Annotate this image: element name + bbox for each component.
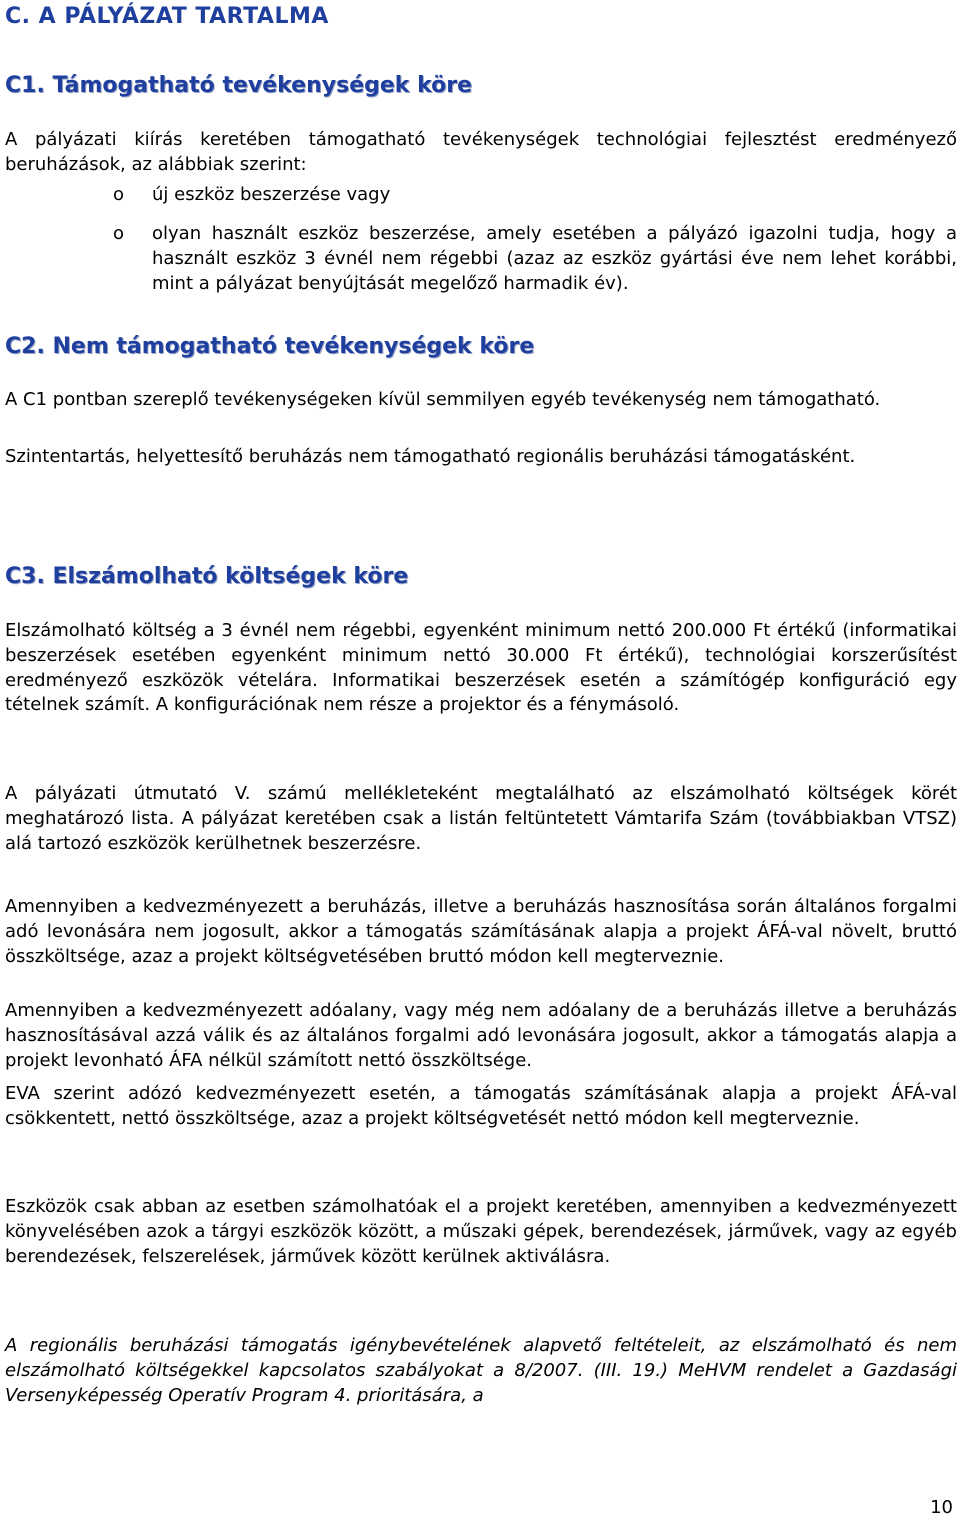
section-number: C1. [5, 73, 45, 98]
list-item [5, 222, 957, 296]
section-title: Elszámolható költségek köre [52, 564, 409, 589]
bullet-icon: o [113, 184, 125, 205]
list-item-text: olyan használt eszköz beszerzése, amely esetében a pályázó igazolni tudja, hogy a használt eszköz 3 évnél nem régebbi (azaz az eszköz gyártási éve nem lehet korábbi, mint a pályázat benyújtását megelőző harmadik év). [152, 223, 957, 294]
page-number: 10 [930, 1497, 953, 1518]
main-title: C. A PÁLYÁZAT TARTALMA [5, 4, 329, 29]
c3-paragraph-7: A regionális beruházási támogatás igénybevételének alapvető feltételeit, az elszámolható és nem elszámolható költségekkel kapcsolatos szabályokat a 8/2007. (III. 19.) MeHVM rendelet a Gazdasági Versenyképesség Operatív Program 4. prioritására, a [5, 1335, 957, 1406]
c1-intro-paragraph: A pályázati kiírás keretében támogatható tevékenységek technológiai fejlesztést eredményező beruházások, az alábbiak szerint: [5, 129, 957, 175]
c3-paragraph-3: Amennyiben a kedvezményezett a beruházás, illetve a beruházás hasznosítása során általános forgalmi adó levonására nem jogosult, akkor a támogatás számításának alapja a projekt ÁFÁ-val növelt, bruttó összköltsége, azaz a projekt költségvetésében bruttó módon kell megterveznie. [5, 896, 957, 967]
section-title: Nem támogatható tevékenységek köre [52, 334, 535, 359]
c2-paragraph-1: A C1 pontban szereplő tevékenységeken kívül semmilyen egyéb tevékenység nem támogatható. [5, 389, 881, 410]
list-item-text: új eszköz beszerzése vagy [152, 184, 391, 205]
section-title: Támogatható tevékenységek köre [52, 73, 473, 98]
c2-paragraph-2: Szintentartás, helyettesítő beruházás nem támogatható regionális beruházási támogatásként. [5, 446, 856, 467]
section-heading-c2 [5, 334, 534, 359]
c3-paragraph-4: Amennyiben a kedvezményezett adóalany, vagy még nem adóalany de a beruházás illetve a beruházás hasznosításával azzá válik és az általános forgalmi adó levonására jogosult, akkor a támogatás alapja a projekt levonható ÁFA nélkül számított nettó összköltsége. [5, 1000, 957, 1071]
bullet-icon: o [113, 223, 125, 244]
list-item [5, 183, 957, 208]
section-heading-c1 [5, 73, 472, 98]
c3-paragraph-1: Elszámolható költség a 3 évnél nem régebbi, egyenként minimum nettó 200.000 Ft értékű (informatikai beszerzések esetében egyenként minimum nettó 30.000 Ft értékű), technológiai korszerűsítést eredményező eszközök vételára. Informatikai beszerzések esetén a számítógép konfiguráció egy tételnek számít. A konfigurációnak nem része a projektor és a fénymásoló. [5, 620, 957, 716]
c3-paragraph-6: Eszközök csak abban az esetben számolhatóak el a projekt keretében, amennyiben a kedvezményezett könyvelésében azok a tárgyi eszközök között, a műszaki gépek, berendezések, járművek, vagy az egyéb berendezések, felszerelések, járművek között kerülnek aktiválásra. [5, 1196, 957, 1267]
section-number: C3. [5, 564, 45, 589]
section-number: C2. [5, 334, 45, 359]
section-heading-c3 [5, 564, 408, 589]
c3-paragraph-2: A pályázati útmutató V. számú mellékleteként megtalálható az elszámolható költségek körét meghatározó lista. A pályázat keretében csak a listán feltüntetett Vámtarifa Szám (továbbiakban VTSZ) alá tartozó eszközök kerülhetnek beszerzésre. [5, 783, 957, 854]
c3-paragraph-5: EVA szerint adózó kedvezményezett esetén, a támogatás számításának alapja a projekt ÁFÁ-val csökkentett, nettó összköltsége, azaz a projekt költségvetését nettó módon kell megterveznie. [5, 1083, 957, 1129]
